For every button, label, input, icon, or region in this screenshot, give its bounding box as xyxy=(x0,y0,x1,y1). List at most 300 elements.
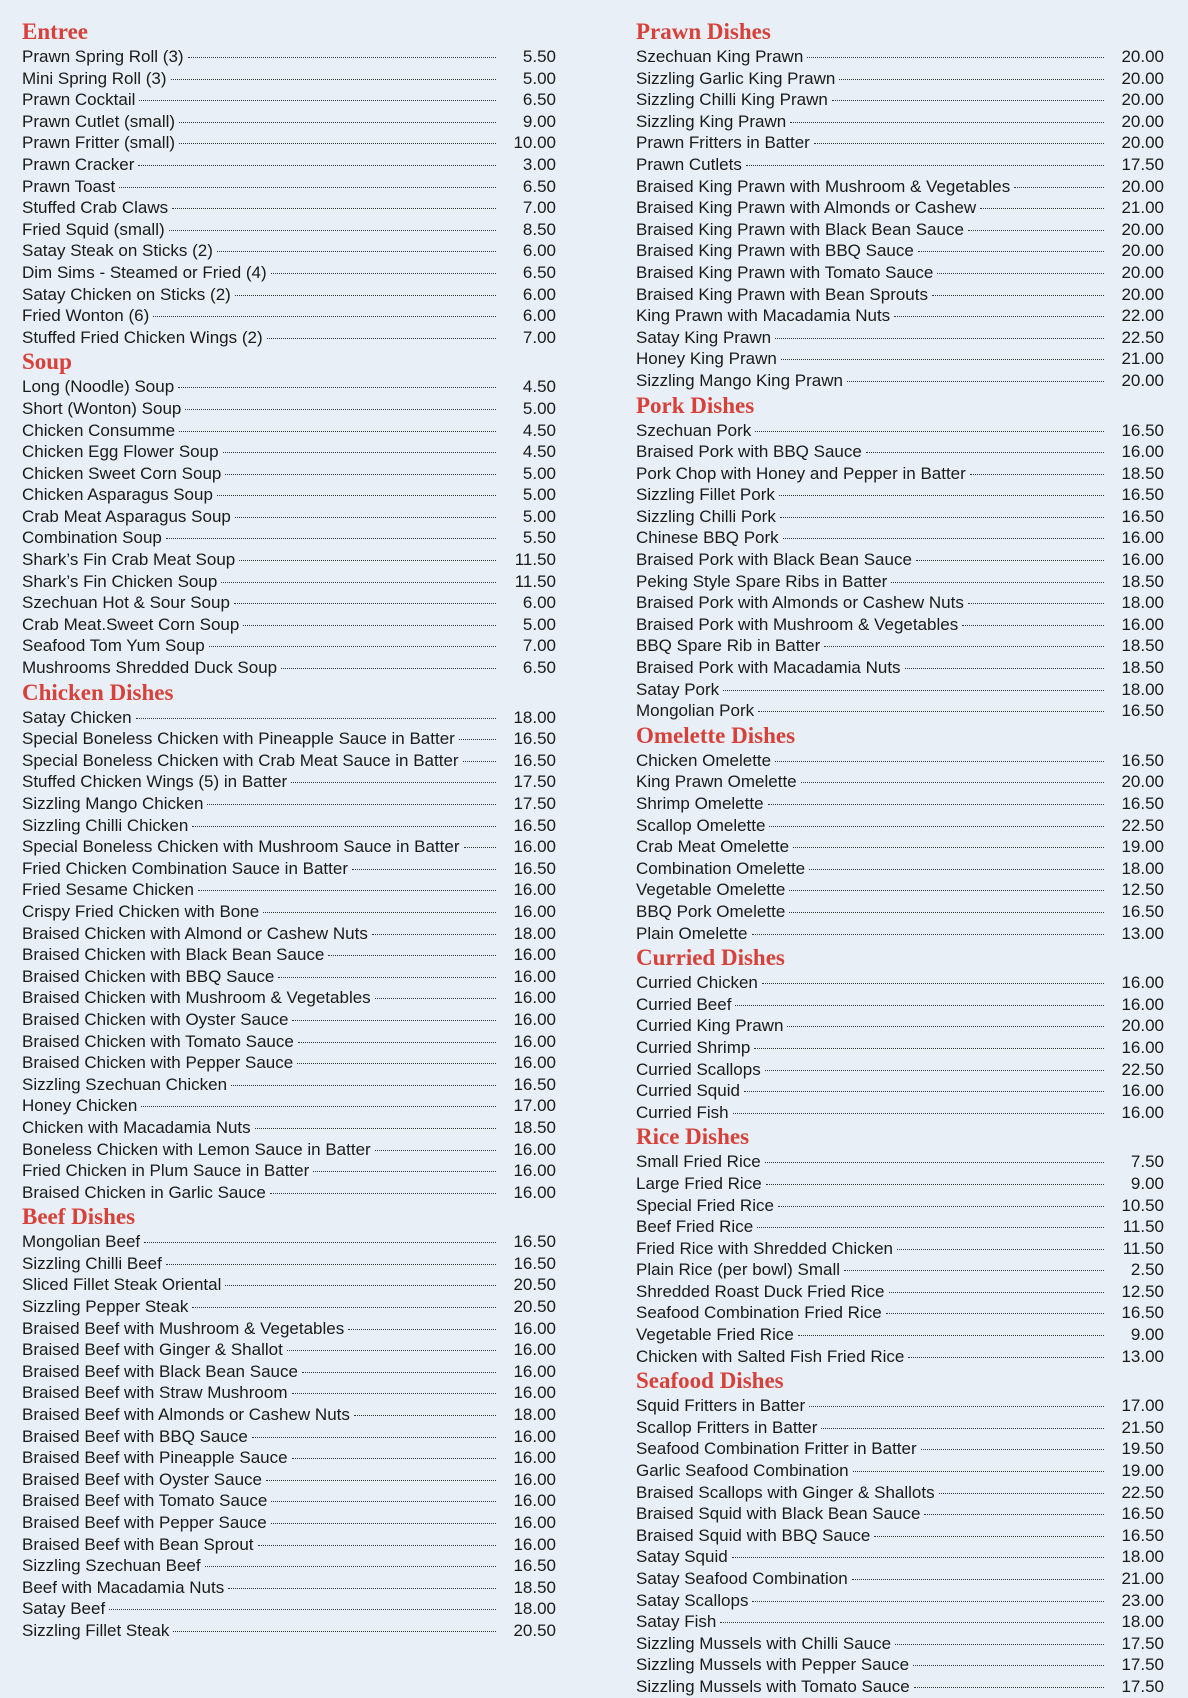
menu-item-name: Chinese BBQ Pork xyxy=(636,528,779,548)
menu-item-price: 23.00 xyxy=(1121,1590,1164,1610)
section-title: Prawn Dishes xyxy=(636,19,771,44)
menu-item xyxy=(636,1417,1164,1439)
menu-item-price: 18.50 xyxy=(1121,658,1164,678)
menu-item xyxy=(636,972,1164,994)
dot-leader xyxy=(916,559,1104,561)
menu-item-price: 5.50 xyxy=(522,47,556,66)
dot-leader xyxy=(766,1183,1104,1185)
menu-item-name: Braised Pork with BBQ Sauce xyxy=(636,442,862,462)
menu-item-name: Braised Pork with Macadamia Nuts xyxy=(636,658,901,678)
menu-item-price: 13.00 xyxy=(1121,1346,1164,1366)
dot-leader xyxy=(886,1312,1104,1314)
menu-item xyxy=(636,327,1164,349)
menu-item xyxy=(636,571,1164,593)
menu-item-name: Sizzling Szechuan Chicken xyxy=(22,1074,228,1094)
menu-item-price: 16.00 xyxy=(513,1161,556,1181)
menu-item-name: Braised Chicken with BBQ Sauce xyxy=(22,966,275,986)
menu-item-price: 6.00 xyxy=(522,241,556,261)
menu-item xyxy=(636,1015,1164,1037)
menu-item-price: 18.50 xyxy=(1121,571,1164,591)
dot-leader xyxy=(179,121,496,123)
menu-item xyxy=(22,1512,556,1534)
menu-item-price: 22.50 xyxy=(1121,327,1164,347)
menu-item-price: 16.50 xyxy=(513,750,556,770)
dot-leader xyxy=(243,624,496,626)
menu-item-price: 6.00 xyxy=(522,306,556,326)
menu-item-name: Szechuan Pork xyxy=(636,420,752,440)
dot-leader xyxy=(778,1205,1104,1207)
menu-item xyxy=(636,219,1164,241)
menu-item-name: Stuffed Fried Chicken Wings (2) xyxy=(22,327,263,347)
menu-item-name: Curried Scallops xyxy=(636,1059,761,1079)
menu-item xyxy=(636,1346,1164,1368)
menu-item-name: Shredded Roast Duck Fried Rice xyxy=(636,1281,885,1301)
menu-item-price: 16.00 xyxy=(513,1139,556,1159)
menu-item-price: 16.50 xyxy=(1121,420,1164,440)
menu-item-price: 16.00 xyxy=(513,1534,556,1554)
menu-item xyxy=(22,1555,556,1577)
menu-item xyxy=(636,750,1164,772)
menu-item-price: 20.00 xyxy=(1121,133,1164,153)
menu-item-price: 9.00 xyxy=(522,111,556,131)
dot-leader xyxy=(918,250,1104,252)
menu-item-price: 20.00 xyxy=(1121,1016,1164,1036)
dot-leader xyxy=(278,976,496,978)
menu-item xyxy=(636,635,1164,657)
menu-item xyxy=(22,1274,556,1296)
menu-item-name: Honey Chicken xyxy=(22,1096,138,1116)
menu-item-name: Fried Wonton (6) xyxy=(22,306,150,326)
dot-leader xyxy=(144,1241,496,1243)
menu-item-name: Crab Meat Asparagus Soup xyxy=(22,506,231,526)
dot-leader xyxy=(852,1578,1104,1580)
menu-item-price: 18.00 xyxy=(1121,858,1164,878)
dot-leader xyxy=(752,933,1105,935)
menu-item xyxy=(636,1460,1164,1482)
menu-item-price: 16.00 xyxy=(513,1340,556,1360)
menu-column-left xyxy=(22,18,556,1642)
menu-item xyxy=(22,240,556,262)
menu-item-name: Special Boneless Chicken with Crab Meat Sauce in Batter xyxy=(22,750,459,770)
menu-item-name: Braised Squid with Black Bean Sauce xyxy=(636,1504,921,1524)
menu-item-name: Sizzling Szechuan Beef xyxy=(22,1556,201,1576)
dot-leader xyxy=(271,1500,496,1502)
dot-leader xyxy=(205,1565,496,1567)
dot-leader xyxy=(790,121,1104,123)
dot-leader xyxy=(787,1025,1104,1027)
dot-leader xyxy=(239,559,496,561)
menu-item xyxy=(22,1534,556,1556)
dot-leader xyxy=(789,911,1104,913)
menu-item xyxy=(22,420,556,442)
menu-item xyxy=(22,219,556,241)
menu-item-name: BBQ Pork Omelette xyxy=(636,901,786,921)
dot-leader xyxy=(765,1161,1104,1163)
menu-item-price: 12.50 xyxy=(1121,1281,1164,1301)
menu-item-price: 18.00 xyxy=(1121,679,1164,699)
menu-item-name: Satay Seafood Combination xyxy=(636,1569,848,1588)
menu-item xyxy=(636,370,1164,392)
menu-item-name: Scallop Omelette xyxy=(636,815,766,835)
dot-leader xyxy=(354,1414,496,1416)
menu-item-name: Honey King Prawn xyxy=(636,349,777,369)
menu-item xyxy=(636,923,1164,945)
menu-item-price: 16.00 xyxy=(513,1426,556,1446)
dot-leader xyxy=(839,78,1104,80)
menu-item-name: Peking Style Spare Ribs in Batter xyxy=(636,571,888,591)
menu-item-price: 4.50 xyxy=(522,420,556,440)
menu-item xyxy=(22,1318,556,1340)
menu-item xyxy=(22,614,556,636)
menu-item xyxy=(636,176,1164,198)
menu-item xyxy=(22,1469,556,1491)
dot-leader xyxy=(292,1392,497,1394)
dot-leader xyxy=(375,1149,496,1151)
dot-leader xyxy=(188,56,496,58)
menu-item-name: Combination Omelette xyxy=(636,858,806,878)
dot-leader xyxy=(970,473,1104,475)
menu-item xyxy=(22,1404,556,1426)
menu-item-name: Special Boneless Chicken with Pineapple Sauce in Batter xyxy=(22,729,455,749)
menu-item xyxy=(636,1633,1164,1655)
menu-item-price: 16.00 xyxy=(513,1361,556,1381)
menu-item xyxy=(22,1052,556,1074)
menu-item-name: Beef Fried Rice xyxy=(636,1217,754,1237)
dot-leader xyxy=(267,337,496,339)
menu-item-price: 16.00 xyxy=(1121,442,1164,462)
dot-leader xyxy=(801,781,1104,783)
menu-item-price: 16.50 xyxy=(513,1232,556,1252)
menu-item xyxy=(22,771,556,793)
dot-leader xyxy=(895,1643,1104,1645)
dot-leader xyxy=(720,1621,1104,1623)
dot-leader xyxy=(139,99,496,101)
section-title: Entree xyxy=(22,19,89,44)
menu-item xyxy=(636,1568,1164,1590)
menu-item xyxy=(22,441,556,463)
menu-item-name: Chicken with Salted Fish Fried Rice xyxy=(636,1346,905,1366)
menu-item-price: 5.00 xyxy=(522,68,556,88)
menu-item xyxy=(22,987,556,1009)
menu-item-name: Short (Wonton) Soup xyxy=(22,398,182,418)
menu-item-price: 17.50 xyxy=(1121,154,1164,174)
menu-item xyxy=(22,1009,556,1031)
menu-item xyxy=(22,1620,556,1642)
dot-leader xyxy=(271,1522,496,1524)
menu-item-price: 22.50 xyxy=(1121,1482,1164,1502)
dot-leader xyxy=(266,1479,496,1481)
menu-item-name: Braised Beef with Bean Sprout xyxy=(22,1534,254,1554)
menu-item xyxy=(22,1577,556,1599)
menu-item-price: 16.00 xyxy=(513,1182,556,1202)
menu-item-name: Shark’s Fin Crab Meat Soup xyxy=(22,550,236,570)
menu-item xyxy=(636,89,1164,111)
dot-leader xyxy=(793,846,1104,848)
menu-item xyxy=(636,262,1164,284)
menu-item-name: Mongolian Beef xyxy=(22,1232,141,1252)
dot-leader xyxy=(757,1226,1104,1228)
menu-item-price: 16.00 xyxy=(513,945,556,965)
menu-item xyxy=(22,1031,556,1053)
menu-item xyxy=(22,1160,556,1182)
menu-item-name: Curried Beef xyxy=(636,994,732,1014)
menu-item-name: Prawn Fritter (small) xyxy=(22,133,176,153)
menu-item-price: 20.00 xyxy=(1121,370,1164,390)
section-title: Beef Dishes xyxy=(22,1204,136,1230)
menu-item-name: Braised Chicken with Tomato Sauce xyxy=(22,1031,294,1051)
menu-item-price: 7.00 xyxy=(522,636,556,656)
menu-item-price: 19.00 xyxy=(1121,1461,1164,1481)
menu-item xyxy=(22,89,556,111)
menu-item-price: 5.00 xyxy=(522,463,556,483)
dot-leader xyxy=(292,1457,496,1459)
menu-item-price: 21.00 xyxy=(1121,1569,1164,1588)
menu-item xyxy=(22,858,556,880)
menu-item xyxy=(636,240,1164,262)
menu-item xyxy=(636,1525,1164,1547)
menu-item-price: 11.50 xyxy=(1122,1238,1164,1258)
menu-item-price: 5.00 xyxy=(522,506,556,526)
dot-leader xyxy=(153,315,496,317)
menu-item-name: Sizzling Pepper Steak xyxy=(22,1297,189,1317)
menu-item-name: Squid Fritters in Batter xyxy=(636,1396,806,1416)
menu-item-price: 16.00 xyxy=(513,901,556,921)
dot-leader xyxy=(221,581,496,583)
menu-item xyxy=(22,1339,556,1361)
menu-item-price: 16.00 xyxy=(513,1009,556,1029)
menu-item-name: Curried Fish xyxy=(636,1102,729,1122)
menu-item-name: Small Fried Rice xyxy=(636,1152,761,1172)
menu-item xyxy=(636,679,1164,701)
menu-item-name: Braised King Prawn with Tomato Sauce xyxy=(636,262,934,282)
dot-leader xyxy=(207,803,496,805)
menu-item-name: Prawn Cutlets xyxy=(636,154,742,174)
menu-item-name: Boneless Chicken with Lemon Sauce in Batter xyxy=(22,1139,371,1159)
menu-item-price: 21.00 xyxy=(1121,198,1164,218)
menu-item-price: 20.00 xyxy=(1121,219,1164,239)
menu-item xyxy=(22,484,556,506)
menu-item xyxy=(636,1151,1164,1173)
menu-item-price: 6.50 xyxy=(522,176,556,196)
menu-item xyxy=(636,68,1164,90)
menu-item xyxy=(22,1231,556,1253)
menu-item xyxy=(636,700,1164,722)
dot-leader xyxy=(252,1436,496,1438)
menu-item xyxy=(636,549,1164,571)
menu-item xyxy=(636,284,1164,306)
dot-leader xyxy=(141,1105,496,1107)
menu-item xyxy=(22,284,556,306)
dot-leader xyxy=(914,1686,1104,1688)
menu-item-name: Special Boneless Chicken with Mushroom Sauce in Batter xyxy=(22,837,460,857)
dot-leader xyxy=(897,1248,1104,1250)
menu-item xyxy=(22,262,556,284)
menu-item-price: 20.00 xyxy=(1121,111,1164,131)
menu-item-price: 19.00 xyxy=(1121,837,1164,857)
menu-item-price: 13.00 xyxy=(1121,923,1164,943)
menu-item-price: 9.00 xyxy=(1130,1173,1164,1193)
dot-leader xyxy=(217,494,496,496)
menu-item-price: 21.00 xyxy=(1121,349,1164,369)
menu-item xyxy=(636,1482,1164,1504)
menu-item-price: 17.50 xyxy=(1121,1633,1164,1653)
menu-item-name: Braised Beef with Black Bean Sauce xyxy=(22,1361,298,1381)
dot-leader xyxy=(746,164,1104,166)
menu-item xyxy=(636,1302,1164,1324)
menu-item-name: Scallop Fritters in Batter xyxy=(636,1417,818,1437)
menu-item xyxy=(22,1253,556,1275)
menu-item-name: Braised Beef with Ginger & Shallot xyxy=(22,1340,283,1360)
menu-item-name: Fried Squid (small) xyxy=(22,219,165,239)
section-title: Soup xyxy=(22,349,72,375)
menu-item xyxy=(22,154,556,176)
menu-item-name: Satay Chicken on Sticks (2) xyxy=(22,284,231,304)
menu-item xyxy=(636,1546,1164,1568)
dot-leader xyxy=(271,272,496,274)
menu-item xyxy=(22,111,556,133)
menu-item-price: 16.00 xyxy=(513,966,556,986)
menu-item-name: Braised Beef with Pepper Sauce xyxy=(22,1513,267,1532)
dot-leader xyxy=(463,760,496,762)
menu-item-price: 16.50 xyxy=(1121,1303,1164,1323)
menu-item xyxy=(22,728,556,750)
menu-item xyxy=(636,484,1164,506)
menu-item-price: 20.00 xyxy=(1121,241,1164,261)
menu-item-name: Satay Scallops xyxy=(636,1590,749,1610)
menu-item-price: 16.00 xyxy=(513,1491,556,1511)
dot-leader xyxy=(769,825,1104,827)
menu-item-name: Fried Rice with Shredded Chicken xyxy=(636,1238,894,1258)
menu-item xyxy=(636,1080,1164,1102)
menu-item xyxy=(636,592,1164,614)
menu-item-price: 16.00 xyxy=(1121,1102,1164,1122)
dot-leader xyxy=(291,781,496,783)
menu-item-name: Crab Meat.Sweet Corn Soup xyxy=(22,614,240,634)
menu-item xyxy=(22,305,556,327)
dot-leader xyxy=(178,386,496,388)
menu-item-price: 20.00 xyxy=(1121,90,1164,110)
dot-leader xyxy=(735,1004,1104,1006)
menu-item-name: Curried Shrimp xyxy=(636,1037,751,1057)
menu-item-price: 18.00 xyxy=(1121,1547,1164,1567)
dot-leader xyxy=(798,1334,1104,1336)
menu-item xyxy=(22,1361,556,1383)
menu-item-name: Satay Chicken xyxy=(22,707,132,727)
section-title: Chicken Dishes xyxy=(22,679,174,705)
dot-leader xyxy=(287,1349,496,1351)
menu-item-name: Sizzling Mango Chicken xyxy=(22,794,204,813)
menu-item xyxy=(22,527,556,549)
menu-item-price: 16.00 xyxy=(513,1448,556,1468)
menu-item-price: 16.00 xyxy=(513,1383,556,1403)
menu-item-name: Satay Beef xyxy=(22,1599,106,1619)
menu-item-name: Prawn Cracker xyxy=(22,154,135,174)
menu-item-name: Braised King Prawn with Black Bean Sauce xyxy=(636,219,964,239)
dot-leader xyxy=(231,1084,496,1086)
dot-leader xyxy=(765,1069,1104,1071)
dot-leader xyxy=(908,1356,1104,1358)
menu-item xyxy=(22,793,556,815)
dot-leader xyxy=(768,803,1104,805)
menu-item xyxy=(22,549,556,571)
menu-item xyxy=(22,1182,556,1204)
menu-item-price: 16.00 xyxy=(1121,973,1164,993)
dot-leader xyxy=(937,272,1104,274)
menu-item-price: 16.50 xyxy=(1121,701,1164,721)
dot-leader xyxy=(939,1492,1104,1494)
menu-item-price: 6.00 xyxy=(522,284,556,304)
menu-item xyxy=(636,657,1164,679)
menu-item-name: Combination Soup xyxy=(22,528,162,548)
menu-item xyxy=(22,327,556,349)
menu-item-name: Curried Squid xyxy=(636,1081,740,1101)
menu-item xyxy=(636,1654,1164,1676)
dot-leader xyxy=(783,537,1104,539)
menu-item-name: Stuffed Chicken Wings (5) in Batter xyxy=(22,772,288,792)
menu-item-price: 12.50 xyxy=(1121,880,1164,900)
menu-item-price: 20.50 xyxy=(513,1297,556,1317)
menu-item-name: Shrimp Omelette xyxy=(636,794,764,813)
menu-item-price: 16.50 xyxy=(513,1074,556,1094)
menu-item-price: 18.00 xyxy=(1121,1612,1164,1632)
menu-item-name: Special Fried Rice xyxy=(636,1195,774,1215)
menu-item xyxy=(636,858,1164,880)
menu-item xyxy=(636,1395,1164,1417)
dot-leader xyxy=(298,1041,496,1043)
menu-item-name: Sizzling Fillet Pork xyxy=(636,485,775,505)
menu-item-name: King Prawn Omelette xyxy=(636,772,797,792)
menu-item xyxy=(636,1238,1164,1260)
menu-item-price: 16.00 xyxy=(513,1469,556,1489)
menu-item-price: 16.50 xyxy=(1121,1504,1164,1524)
menu-item xyxy=(22,750,556,772)
menu-item-name: Fried Chicken in Plum Sauce in Batter xyxy=(22,1161,310,1181)
menu-item-name: Chicken Asparagus Soup xyxy=(22,485,213,505)
dot-leader xyxy=(824,645,1104,647)
dot-leader xyxy=(459,738,496,740)
menu-item-price: 16.00 xyxy=(513,837,556,857)
menu-item xyxy=(22,132,556,154)
menu-item-name: Chicken Omelette xyxy=(636,750,772,770)
menu-item-price: 20.00 xyxy=(1121,176,1164,196)
menu-item-price: 16.00 xyxy=(1121,994,1164,1014)
menu-item-name: Dim Sims - Steamed or Fried (4) xyxy=(22,262,267,282)
dot-leader xyxy=(235,516,496,518)
dot-leader xyxy=(372,933,496,935)
menu-item-name: Seafood Combination Fritter in Batter xyxy=(636,1439,917,1459)
dot-leader xyxy=(328,954,496,956)
menu-item-price: 11.50 xyxy=(1122,1217,1164,1237)
dot-leader xyxy=(752,1600,1104,1602)
dot-leader xyxy=(297,1062,496,1064)
dot-leader xyxy=(171,78,496,80)
dot-leader xyxy=(779,494,1104,496)
menu-item-name: Braised Squid with BBQ Sauce xyxy=(636,1525,871,1545)
dot-leader xyxy=(866,451,1104,453)
dot-leader xyxy=(225,473,496,475)
dot-leader xyxy=(223,451,496,453)
menu-item-name: Braised King Prawn with BBQ Sauce xyxy=(636,241,914,261)
dot-leader xyxy=(723,689,1104,691)
menu-item-name: Fried Sesame Chicken xyxy=(22,880,194,900)
menu-item-price: 18.00 xyxy=(513,1599,556,1619)
menu-item xyxy=(22,1598,556,1620)
menu-item-name: Braised King Prawn with Mushroom & Vegetables xyxy=(636,176,1011,196)
dot-leader xyxy=(172,207,496,209)
menu-item-price: 19.50 xyxy=(1121,1439,1164,1459)
menu-item-price: 7.00 xyxy=(522,327,556,347)
menu-item-price: 16.00 xyxy=(1121,528,1164,548)
